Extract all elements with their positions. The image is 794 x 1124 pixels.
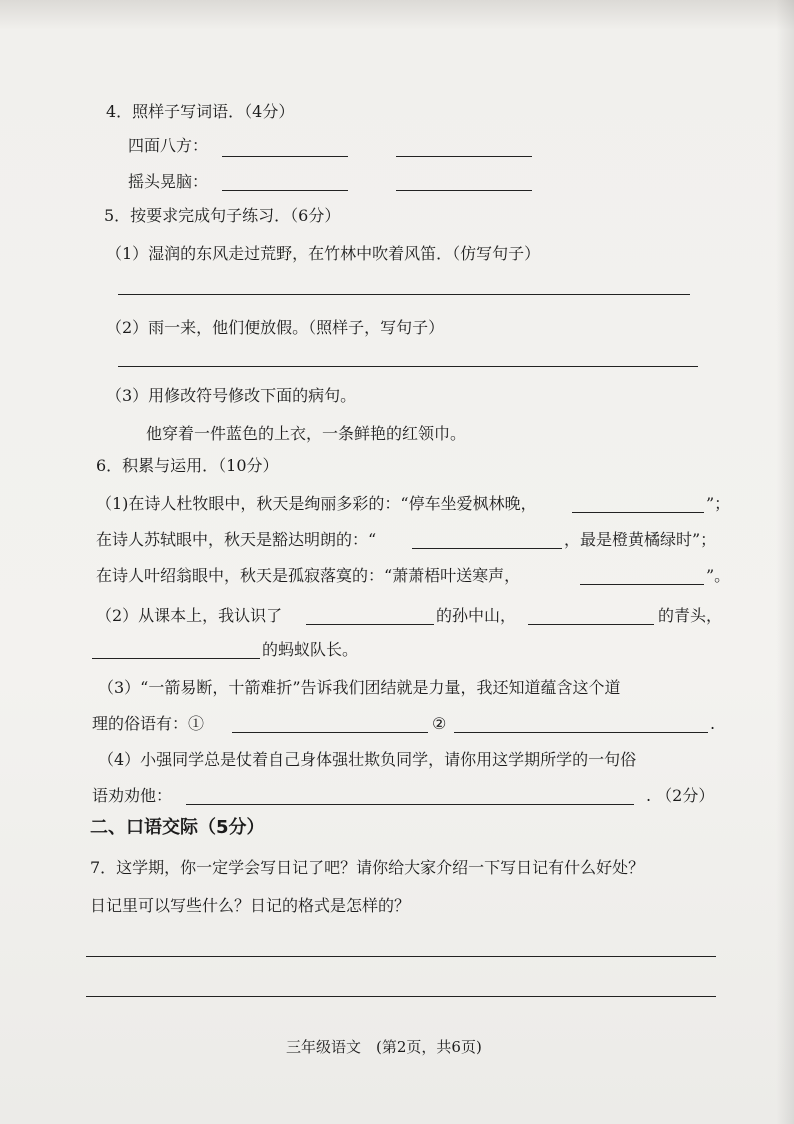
q5-part-1: （1）湿润的东风走过荒野，在竹林中吹着风笛．（仿写句子）	[106, 244, 541, 263]
q6-part-1-line-2-end: ，最是橙黄橘绿时”；	[564, 530, 717, 549]
q7-answer-line-2[interactable]	[86, 996, 716, 997]
q7-line-2: 日记里可以写些什么？日记的格式是怎样的？	[90, 896, 411, 915]
q5-title: 5．按要求完成句子练习．（6分）	[104, 206, 341, 225]
q6-part-3-line-1: （3）“一箭易断，十箭难折”告诉我们团结就是力量，我还知道蕴含这个道	[98, 678, 621, 697]
section-2-heading: 二、口语交际（5分）	[90, 817, 265, 838]
q5-part-2-answer[interactable]	[118, 366, 698, 367]
page-footer: 三年级语文 (第2页，共6页)	[286, 1038, 482, 1056]
q6-part-4-line-1: （4）小强同学总是仗着自己身体强壮欺负同学，请你用这学期所学的一句俗	[98, 750, 637, 769]
q6-part-1-line-2-start: 在诗人苏轼眼中，秋天是豁达明朗的：“	[96, 530, 377, 549]
q6-part-1-line-3: 在诗人叶绍翁眼中，秋天是孤寂落寞的：“萧萧梧叶送寒声，	[96, 566, 521, 585]
q6-part-2-answer-1[interactable]	[306, 624, 434, 625]
q4-item-2: 摇头晃脑：	[128, 172, 209, 191]
q6-part-3-answer-2[interactable]	[454, 732, 708, 733]
q6-part-1-answer-3[interactable]	[580, 584, 704, 585]
q4-answer-1a[interactable]	[222, 156, 348, 157]
q6-part-2-b: 的孙中山，	[436, 606, 517, 625]
q5-part-3: （3）用修改符号修改下面的病句。	[106, 386, 357, 405]
q4-title: 4．照样子写词语．（4分）	[106, 102, 295, 121]
q6-part-4-score: . （2分）	[646, 786, 715, 805]
q6-part-1-answer-1[interactable]	[572, 512, 704, 513]
q4-item-1: 四面八方：	[128, 136, 209, 155]
q6-part-1-line-1: （1)在诗人杜牧眼中，秋天是绚丽多彩的：“停车坐爱枫林晚，	[96, 494, 537, 513]
q6-part-1-answer-2[interactable]	[412, 548, 562, 549]
q7-answer-line-1[interactable]	[86, 956, 716, 957]
q6-part-3-answer-1[interactable]	[232, 732, 428, 733]
q6-part-1-line-1-end: ”；	[706, 494, 731, 513]
q6-part-3-mark-2: ②	[432, 714, 447, 733]
q6-part-2-answer-2[interactable]	[528, 624, 654, 625]
q7-line-1: 7．这学期，你一定学会写日记了吧？请你给大家介绍一下写日记有什么好处？	[90, 858, 645, 877]
q6-part-4-line-2: 语劝劝他：	[92, 786, 173, 805]
q6-part-2-d: 的蚂蚁队长。	[262, 640, 359, 659]
q4-answer-1b[interactable]	[396, 156, 532, 157]
q6-part-1-line-3-end: ”。	[706, 566, 731, 585]
q6-part-3-line-2: 理的俗语有：①	[92, 714, 205, 733]
q5-sick-sentence: 他穿着一件蓝色的上衣，一条鲜艳的红领巾。	[146, 424, 467, 443]
q6-part-2-answer-3[interactable]	[92, 658, 260, 659]
q6-part-4-answer[interactable]	[186, 804, 634, 805]
q6-part-2-a: （2）从课本上，我认识了	[96, 606, 283, 625]
q6-part-3-end: .	[710, 714, 716, 733]
q6-part-2-c: 的青头，	[658, 606, 723, 625]
q6-title: 6．积累与运用．（10分）	[96, 456, 279, 475]
q5-part-2: （2）雨一来，他们便放假。（照样子，写句子）	[106, 318, 445, 337]
q5-part-1-answer[interactable]	[118, 294, 690, 295]
q4-answer-2a[interactable]	[222, 190, 348, 191]
q4-answer-2b[interactable]	[396, 190, 532, 191]
page-shadow	[776, 0, 794, 1124]
